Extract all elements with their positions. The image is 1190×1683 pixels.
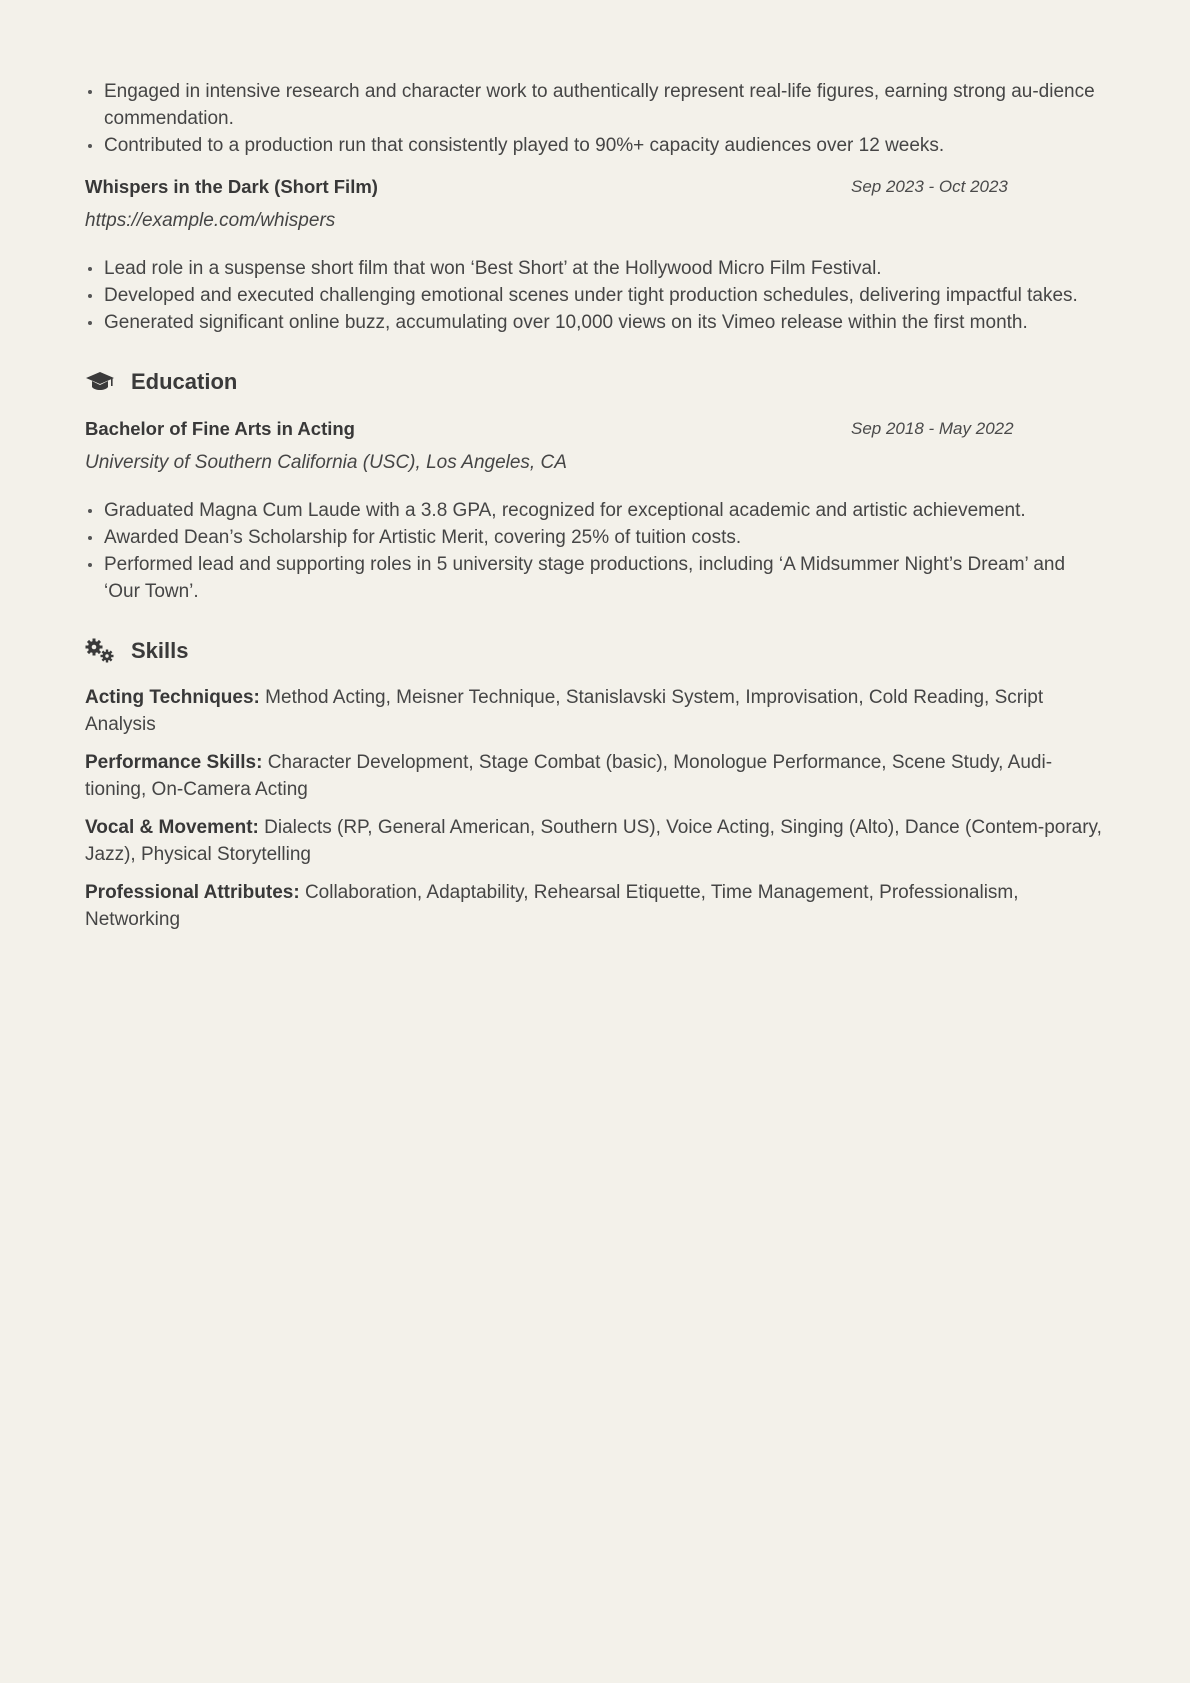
- bullet-item: Lead role in a suspense short film that won ‘Best Short’ at the Hollywood Micro Film Festival.: [85, 255, 1105, 282]
- skill-row: [85, 879, 1105, 933]
- skill-row: [85, 749, 1105, 803]
- entry-header: [85, 173, 1105, 200]
- section-header: [85, 366, 1105, 398]
- skill-label: Performance Skills:: [85, 752, 263, 773]
- section-title: Education: [131, 369, 238, 394]
- skill-text: Collaboration, Adaptability, Rehearsal Etiquette, Time Management, Professionalism, Networking: [85, 882, 1019, 930]
- entry-title: Whispers in the Dark (Short Film): [85, 176, 378, 197]
- skill-label: Professional Attributes:: [85, 882, 300, 903]
- bullet-item: Generated significant online buzz, accumulating over 10,000 views on its Vimeo release within the first month.: [85, 309, 1105, 336]
- bullet-item: Engaged in intensive research and character work to authentically represent real-life figures, earning strong au-dience commendation.: [85, 78, 1105, 132]
- experience-bullets: [85, 78, 1105, 159]
- section-title: Skills: [131, 638, 189, 663]
- bullet-item: Developed and executed challenging emotional scenes under tight production schedules, delivering impactful takes.: [85, 282, 1105, 309]
- entry-link[interactable]: https://example.com/whispers: [85, 210, 336, 231]
- resume-page: [85, 78, 1105, 933]
- education-section: [85, 366, 1105, 605]
- skill-text: Character Development, Stage Combat (basic), Monologue Performance, Scene Study, Audi-tioning, On-Camera Acting: [85, 752, 1053, 800]
- entry-date: Sep 2023 - Oct 2023: [851, 177, 1008, 196]
- skills-section: [85, 635, 1105, 933]
- skill-row: [85, 814, 1105, 868]
- entry-bullets: [85, 497, 1105, 605]
- degree-title: Bachelor of Fine Arts in Acting: [85, 418, 355, 439]
- entry-header: [85, 415, 1105, 442]
- skill-label: Vocal & Movement:: [85, 817, 259, 838]
- entry-bullets: [85, 255, 1105, 336]
- experience-entry: [85, 173, 1105, 336]
- skill-label: Acting Techniques:: [85, 687, 260, 708]
- bullet-item: Performed lead and supporting roles in 5 university stage productions, including ‘A Midsummer Night’s Dream’ and ‘Our Town’.: [85, 551, 1105, 605]
- education-entry: [85, 415, 1105, 605]
- skill-text: Method Acting, Meisner Technique, Stanislavski System, Improvisation, Cold Reading, Script Analysis: [85, 687, 1044, 735]
- skills-list: [85, 684, 1105, 933]
- section-header: [85, 635, 1105, 667]
- skill-row: [85, 684, 1105, 738]
- school-name: University of Southern California (USC), Los Angeles, CA: [85, 452, 567, 473]
- bullet-item: Contributed to a production run that consistently played to 90%+ capacity audiences over 12 weeks.: [85, 132, 1105, 159]
- graduation-cap-icon: [85, 369, 115, 395]
- gears-icon: [85, 638, 115, 664]
- bullet-item: Awarded Dean’s Scholarship for Artistic Merit, covering 25% of tuition costs.: [85, 524, 1105, 551]
- skill-text: Dialects (RP, General American, Southern US), Voice Acting, Singing (Alto), Dance (Contem-porary, Jazz), Physical Storytelling: [85, 817, 1102, 865]
- entry-date: Sep 2018 - May 2022: [851, 419, 1014, 438]
- bullet-item: Graduated Magna Cum Laude with a 3.8 GPA, recognized for exceptional academic and artistic achievement.: [85, 497, 1105, 524]
